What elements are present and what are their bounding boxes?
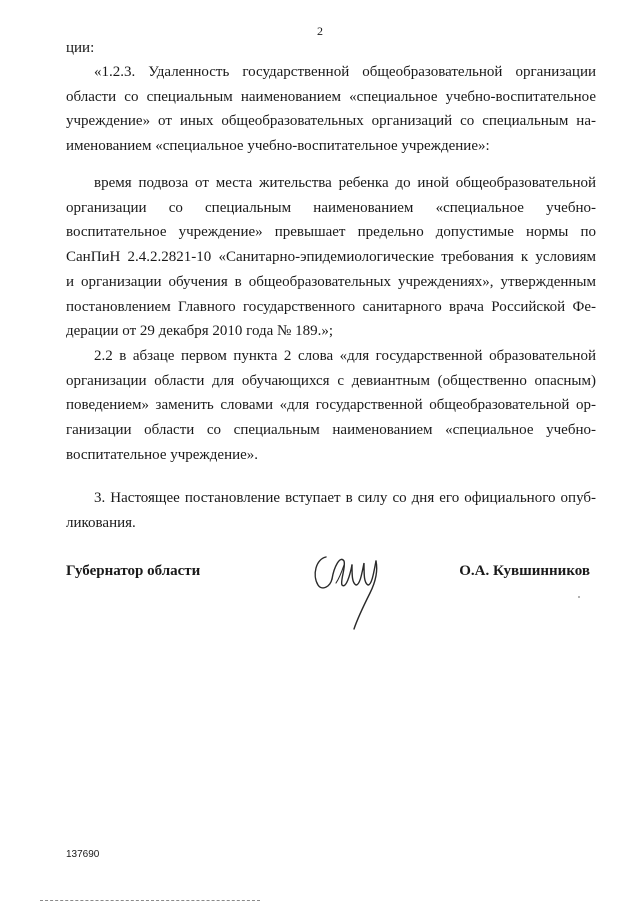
text-line: воспитательное учреждение» превышает предельно допустимые нормы по: [66, 224, 596, 241]
text-line: организации со специальным наименованием «специальное учебно-: [66, 199, 596, 216]
text-line: области со специальным наименованием «специальное учебно-воспитательное: [66, 88, 596, 105]
signatory-title: Губернатор области: [66, 563, 201, 579]
text-line: организации области для обучающихся с девиантным (общественно опасным): [66, 372, 596, 389]
text-line: 2.2 в абзаце первом пункта 2 слова «для государственной образовательной: [94, 348, 596, 364]
text-line: ликования.: [66, 514, 136, 531]
scan-speck: [578, 596, 580, 598]
text-line: ции:: [66, 40, 95, 56]
scan-edge-artifact: [40, 900, 260, 901]
text-line: учреждение» от иных общеобразовательных организаций со специальным на-: [66, 113, 596, 130]
paragraph-transport-time: [66, 171, 596, 344]
text-line: 3. Настоящее постановление вступает в силу со дня его официального опуб-: [94, 490, 596, 506]
text-line: постановлением Главного государственного санитарного врача Российской Фе-: [66, 298, 596, 315]
text-line: и организации обучения в общеобразовательных учреждениях», утвержденным: [66, 273, 596, 290]
document-code: 137690: [66, 849, 100, 860]
paragraph-item-2-2: [66, 344, 596, 468]
text-line: именованием «специальное учебно-воспитательное учреждение»:: [66, 138, 490, 155]
handwritten-signature: [306, 545, 396, 633]
text-line: время подвоза от места жительства ребенка до иной общеобразовательной: [94, 175, 596, 191]
signatory-name: О.А. Кувшинников: [459, 563, 590, 579]
text-line: «1.2.3. Удаленность государственной общеобразовательной организации: [94, 64, 596, 80]
paragraph-clause-1-2-3: [66, 60, 596, 159]
text-line: дерации от 29 декабря 2010 года № 189.»;: [66, 323, 334, 340]
text-line: воспитательное учреждение».: [66, 446, 259, 463]
paragraph-continuation: [66, 36, 596, 61]
page-number: 2: [317, 24, 323, 38]
text-line: ганизации области со специальным наименованием «специальное учебно-: [66, 422, 596, 439]
paragraph-item-3: [66, 486, 596, 535]
text-line: СанПиН 2.4.2.2821-10 «Санитарно-эпидемиологические требования к условиям: [66, 249, 596, 266]
text-line: поведением» заменить словами «для государственной общеобразовательной ор-: [66, 397, 596, 414]
